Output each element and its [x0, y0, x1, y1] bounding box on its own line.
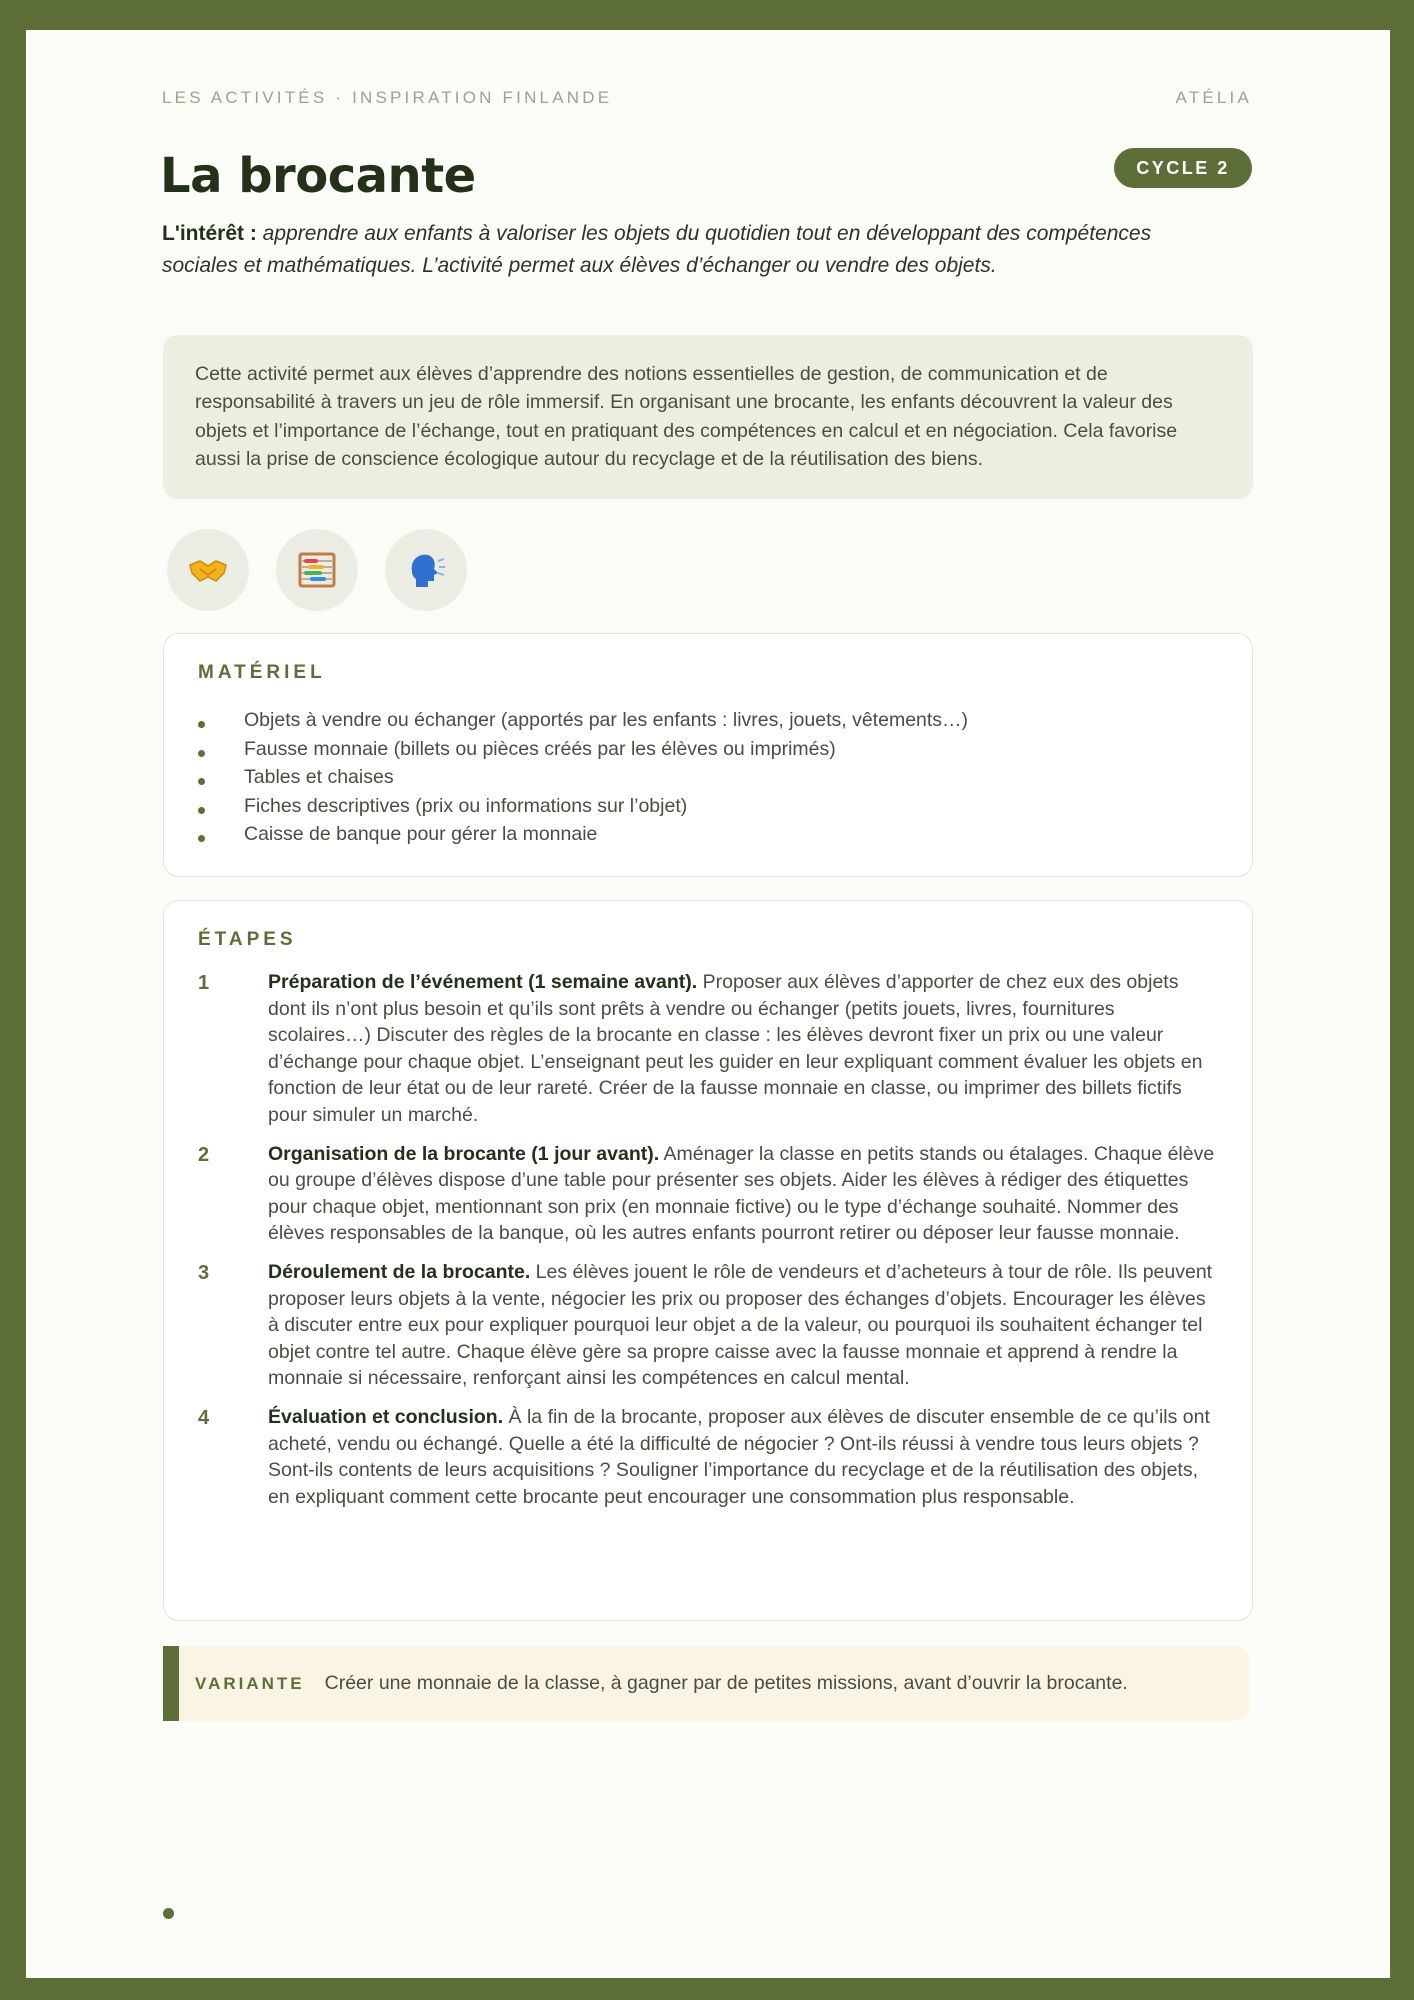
skill-icons	[167, 529, 467, 611]
etapes-card	[163, 900, 1253, 1621]
step-item	[198, 1141, 1218, 1247]
step-text: À la fin de la brocante, proposer aux élèves de discuter ensemble de ce qu’ils ont acheté, vendu ou échangé. Quelle a été la difficulté de négocier ? Ont-ils réussi à vendre tous leurs objets ? Sont-ils contents de leurs acquisitions ? Souligner l’importance du recyclage et de la réutilisation des objets, en expliquant comment cette brocante peut encourager une consommation plus responsable.	[268, 1405, 1210, 1508]
step-text: Proposer aux élèves d’apporter de chez eux des objets dont ils n’ont plus besoin et qu’ils sont prêts à vendre ou échanger (petits jouets, livres, fournitures scolaires…) Discuter des règles de la brocante en classe : les élèves devront fixer un prix ou une valeur d’échange pour chaque objet. L’enseignant peut les guider en leur expliquant comment évaluer les objets en fonction de leur état ou de leur rareté. Créer de la fausse monnaie en classe, ou imprimer des billets fictifs pour simuler un marché.	[268, 971, 1203, 1126]
step-title: Déroulement de la brocante.	[268, 1260, 531, 1283]
summary-box: Cette activité permet aux élèves d’apprendre des notions essentielles de gestion, de communication et de responsabilité à travers un jeu de rôle immersif. En organisant une brocante, les enfants découvrent la valeur des objets et l’importance de l’échange, tout en pratiquant des compétences en calcul et en négociation. Cela favorise aussi la prise de conscience écologique autour du recyclage et de la réutilisation des biens.	[163, 335, 1253, 499]
page-dot	[163, 1908, 174, 1919]
step-item	[198, 1404, 1218, 1510]
list-item: Objets à vendre ou échanger (apportés par les enfants : livres, jouets, vêtements…)	[198, 706, 968, 735]
list-item: Fausse monnaie (billets ou pièces créés par les élèves ou imprimés)	[198, 735, 968, 764]
brand-name: ATÉLIA	[1175, 88, 1252, 107]
list-item: Tables et chaises	[198, 763, 968, 792]
cycle-badge: CYCLE 2	[1114, 148, 1252, 188]
page-header	[162, 88, 1252, 108]
step-number: 3	[198, 1261, 210, 1284]
step-body	[268, 1141, 1218, 1247]
step-title: Évaluation et conclusion.	[268, 1405, 504, 1428]
interest-text: apprendre aux enfants à valoriser les objets du quotidien tout en développant des compétences sociales et mathématiques. L’activité permet aux élèves d’échanger ou vendre des objets.	[162, 222, 1152, 277]
speaking-head-icon	[385, 529, 467, 611]
list-item: Fiches descriptives (prix ou informations sur l’objet)	[198, 792, 968, 821]
step-item	[198, 1259, 1218, 1392]
variante-label: VARIANTE	[195, 1673, 305, 1693]
page-title: La brocante	[160, 148, 476, 204]
interest-paragraph	[162, 218, 1162, 282]
abacus-icon	[276, 529, 358, 611]
step-number: 1	[198, 972, 210, 994]
variante-box	[163, 1646, 1249, 1721]
step-item	[198, 969, 1218, 1129]
steps-list	[198, 969, 1218, 1522]
step-body	[268, 969, 1218, 1129]
page-sheet	[26, 30, 1390, 1978]
step-title: Préparation de l’événement (1 semaine avant).	[268, 971, 698, 993]
step-number: 2	[198, 1143, 210, 1166]
etapes-heading: ÉTAPES	[198, 929, 297, 950]
step-text: Les élèves jouent le rôle de vendeurs et d’acheteurs à tour de rôle. Ils peuvent proposer leurs objets à la vente, négocier les prix ou proposer des échanges d’objets. Encourager les élèves à discuter entre eux pour expliquer pourquoi leur objet a de la valeur, ou pourquoi ils souhaitent échanger tel objet contre tel autre. Chaque élève gère sa propre caisse avec la fausse monnaie et apprend à rendre la monnaie si nécessaire, renforçant ainsi les compétences en calcul mental.	[268, 1260, 1213, 1390]
interest-label: L'intérêt :	[162, 222, 257, 245]
step-body	[268, 1259, 1218, 1392]
step-text: Aménager la classe en petits stands ou étalages. Chaque élève ou groupe d’élèves dispose d’une table pour présenter ses objets. Aider les élèves à rédiger des étiquettes pour chaque objet, mentionnant son prix (en monnaie fictive) ou le type d’échange souhaité. Nommer des élèves responsables de la banque, où les autres enfants pourront retirer ou déposer leur fausse monnaie.	[268, 1142, 1215, 1245]
step-body	[268, 1404, 1218, 1510]
step-title: Organisation de la brocante (1 jour avant).	[268, 1142, 660, 1165]
materiel-heading: MATÉRIEL	[198, 662, 326, 683]
step-number: 4	[198, 1406, 210, 1429]
variante-text: Créer une monnaie de la classe, à gagner par de petites missions, avant d’ouvrir la brocante.	[324, 1672, 1128, 1694]
materiel-list	[198, 706, 968, 849]
section-label: LES ACTIVITÉS · INSPIRATION FINLANDE	[162, 88, 613, 107]
handshake-icon	[167, 529, 249, 611]
materiel-card	[163, 633, 1253, 877]
list-item: Caisse de banque pour gérer la monnaie	[198, 820, 968, 849]
